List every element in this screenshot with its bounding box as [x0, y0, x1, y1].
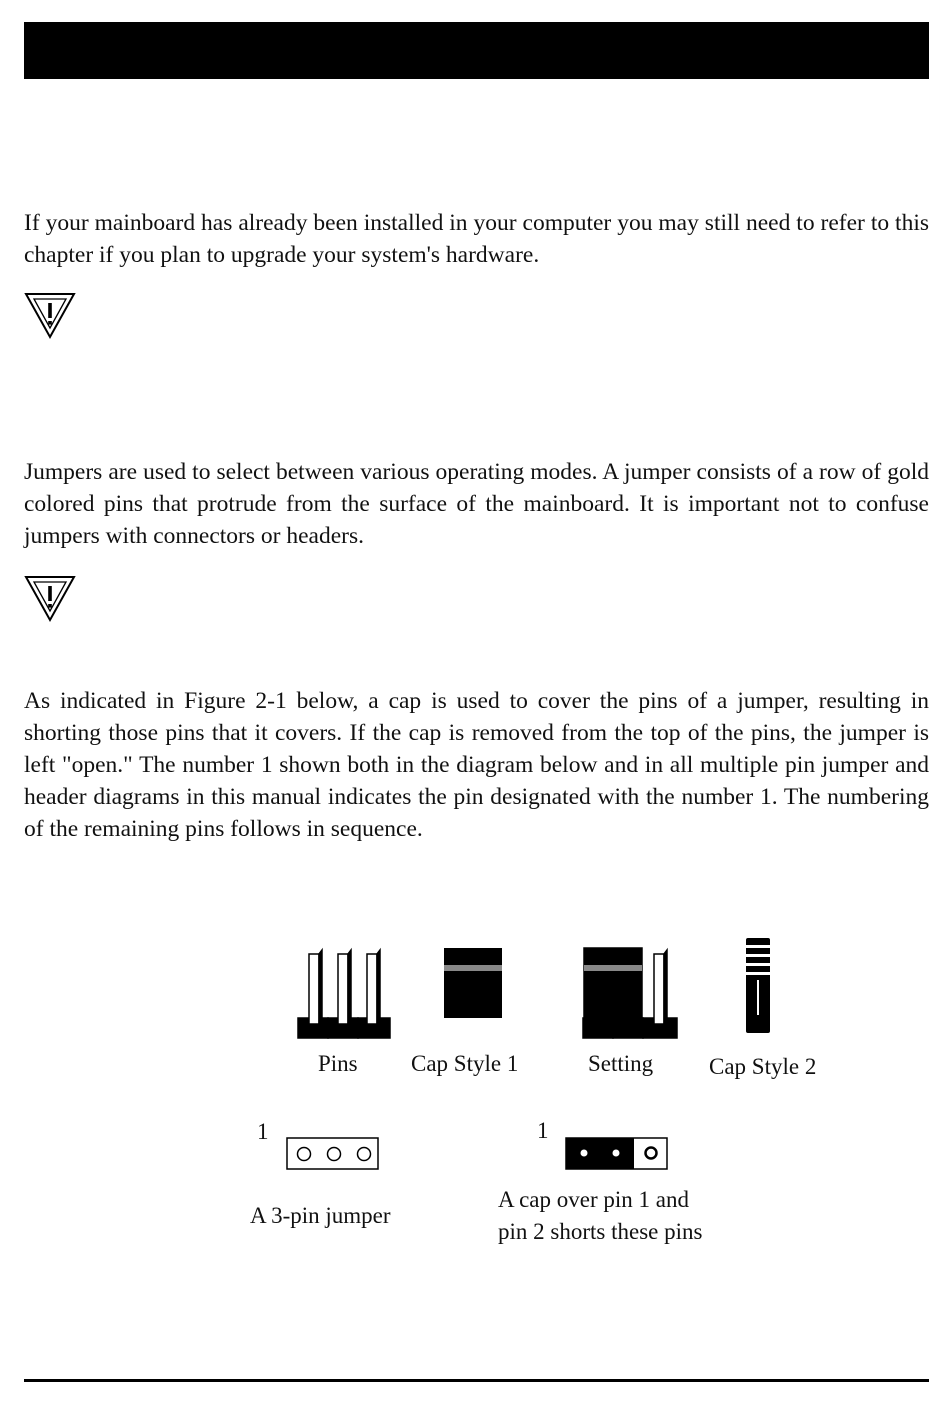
intro-paragraph: If your mainboard has already been installed in your computer you may still need to refer to this chapter if you plan to upgrade your system's hardware. — [24, 210, 929, 268]
pin-dot — [581, 1150, 588, 1157]
pin-hole — [358, 1148, 371, 1161]
pin-hole — [328, 1148, 341, 1161]
setting-illustration — [583, 948, 677, 1038]
three-pin-top-view — [287, 1138, 378, 1169]
cap-paragraph: As indicated in Figure 2-1 below, a cap is used to cover the pins of a jumper, resulting in shorting those pins that it covers. If the cap is removed from the top of the pins, the jumper is left "open." The number 1 shown both in the diagram below and in all multiple pin jumper and header diagrams in this manual indicates the pin designated with the number 1. The numbering of the remaining pins follows in sequence. — [24, 688, 929, 842]
capped-jumper-top-view — [566, 1138, 667, 1169]
footer-rule — [24, 1379, 929, 1382]
cap-caption-line-1: A cap over pin 1 and — [498, 1187, 689, 1212]
cap-caption-line-2: pin 2 shorts these pins — [498, 1219, 703, 1244]
cap-style-1-illustration — [444, 948, 502, 1018]
cap-style-1-label: Cap Style 1 — [411, 1051, 519, 1076]
pins-illustration — [298, 950, 390, 1038]
pin-one-marker: 1 — [257, 1119, 269, 1144]
pin-one-marker: 1 — [537, 1118, 549, 1143]
jumper-figure — [0, 920, 950, 1260]
header-bar — [24, 22, 929, 79]
three-pin-jumper-caption: A 3-pin jumper — [250, 1203, 391, 1228]
warning-triangle-icon — [24, 292, 76, 340]
pins-label: Pins — [318, 1051, 358, 1076]
pin-hole — [298, 1148, 311, 1161]
jumpers-paragraph: Jumpers are used to select between various operating modes. A jumper consists of a row of gold colored pins that protrude from the surface of the mainboard. It is important not to confuse jumpers with connectors or headers. — [24, 459, 929, 549]
cap-style-2-label: Cap Style 2 — [709, 1054, 817, 1079]
cap-style-2-illustration — [746, 938, 770, 1033]
pin-hole — [646, 1148, 657, 1159]
setting-label: Setting — [588, 1051, 654, 1076]
pin-dot — [613, 1150, 620, 1157]
warning-triangle-icon — [24, 575, 76, 623]
